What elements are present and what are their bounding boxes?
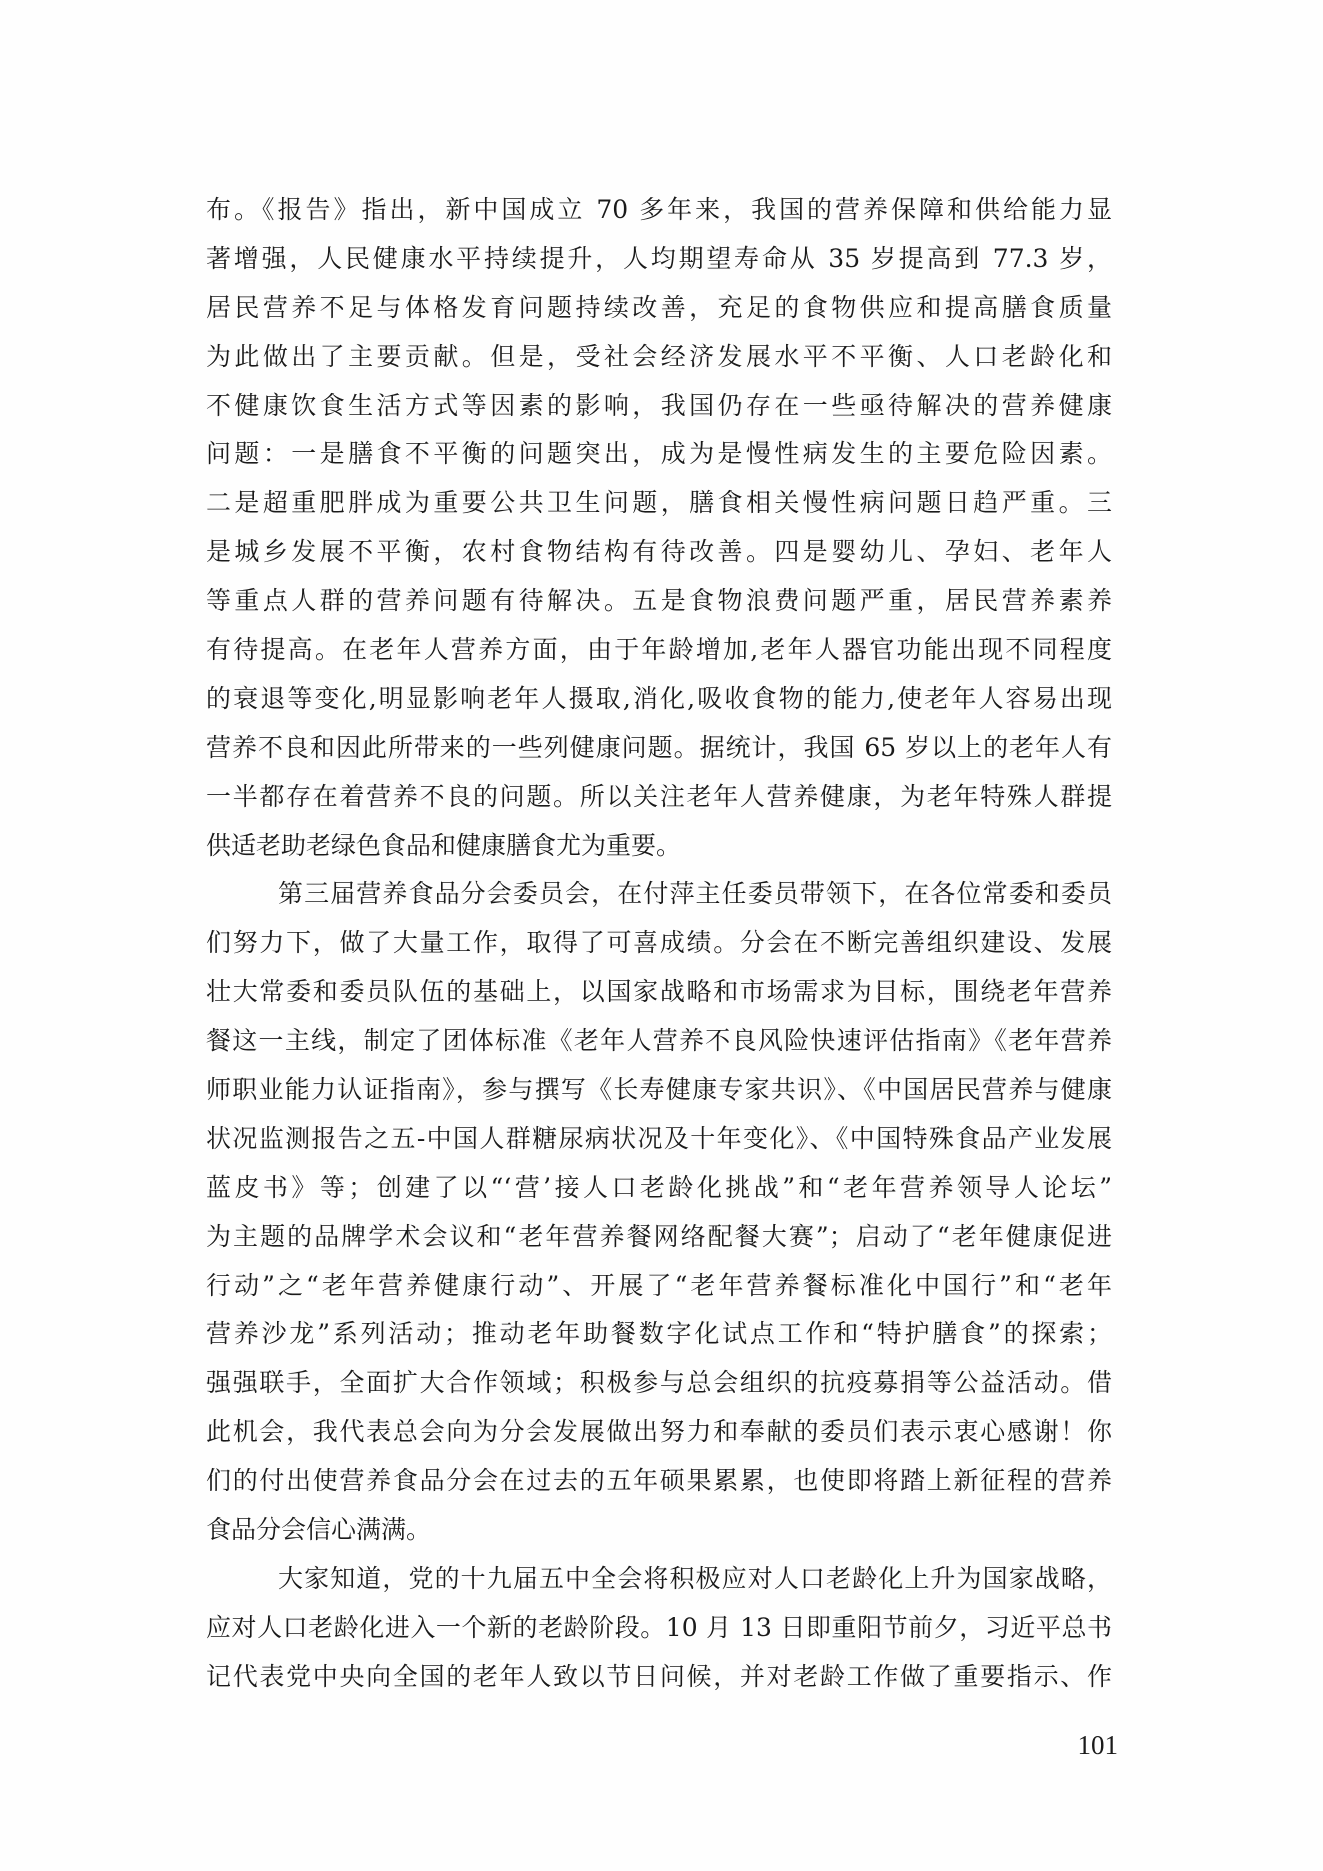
text-line: 布。《报告》指出，新中国成立 70 多年来，我国的营养保障和供给能力显 — [206, 195, 1112, 224]
text-line: 们努力下，做了大量工作，取得了可喜成绩。分会在不断完善组织建设、发展 — [206, 928, 1112, 958]
text-line: 居民营养不足与体格发育问题持续改善，充足的食物供应和提高膳食质量 — [206, 292, 1112, 322]
text-line: 壮大常委和委员队伍的基础上，以国家战略和市场需求为目标，围绕老年营养 — [206, 977, 1112, 1007]
text-line: 为主题的品牌学术会议和“老年营养餐网络配餐大赛”；启动了“老年健康促进 — [206, 1221, 1112, 1251]
text-line: 状况监测报告之五-中国人群糖尿病状况及十年变化》、《中国特殊食品产业发展 — [206, 1123, 1112, 1153]
text-line: 有待提高。在老年人营养方面，由于年龄增加,老年人器官功能出现不同程度 — [206, 635, 1112, 665]
paragraph-2 — [206, 870, 1112, 1554]
text-line: 应对人口老龄化进入一个新的老龄阶段。10 月 13 日即重阳节前夕，习近平总书 — [206, 1612, 1112, 1642]
text-line: 记代表党中央向全国的老年人致以节日问候，并对老龄工作做了重要指示、作 — [206, 1661, 1112, 1691]
text-line: 行动”之“老年营养健康行动”、开展了“老年营养餐标准化中国行”和“老年 — [206, 1270, 1112, 1300]
text-line: 餐这一主线，制定了团体标准《老年人营养不良风险快速评估指南》《老年营养 — [206, 1026, 1112, 1056]
text-line: 等重点人群的营养问题有待解决。五是食物浪费问题严重，居民营养素养 — [206, 586, 1112, 616]
text-line: 们的付出使营养食品分会在过去的五年硕果累累，也使即将踏上新征程的营养 — [206, 1466, 1112, 1496]
paragraph-3 — [206, 1555, 1112, 1702]
body-text — [206, 186, 1112, 1702]
text-line: 食品分会信心满满。 — [206, 1515, 432, 1545]
text-line: 不健康饮食生活方式等因素的影响，我国仍存在一些亟待解决的营养健康 — [206, 390, 1112, 420]
text-line: 此机会，我代表总会向为分会发展做出努力和奉献的委员们表示衷心感谢！你 — [206, 1417, 1112, 1447]
text-line: 著增强，人民健康水平持续提升，人均期望寿命从 35 岁提高到 77.3 岁， — [206, 243, 1112, 273]
text-line: 是城乡发展不平衡，农村食物结构有待改善。四是婴幼儿、孕妇、老年人 — [206, 537, 1112, 567]
paragraph-1 — [206, 186, 1112, 870]
text-line: 强强联手，全面扩大合作领域；积极参与总会组织的抗疫募捐等公益活动。借 — [206, 1368, 1112, 1398]
text-line: 营养沙龙”系列活动；推动老年助餐数字化试点工作和“特护膳食”的探索； — [206, 1319, 1112, 1349]
text-line: 的衰退等变化,明显影响老年人摄取,消化,吸收食物的能力,使老年人容易出现 — [206, 683, 1112, 713]
text-line: 供适老助老绿色食品和健康膳食尤为重要。 — [206, 830, 682, 860]
text-line: 为此做出了主要贡献。但是，受社会经济发展水平不平衡、人口老龄化和 — [206, 341, 1112, 371]
page-number: 101 — [1077, 1730, 1118, 1760]
text-line: 问题：一是膳食不平衡的问题突出，成为是慢性病发生的主要危险因素。 — [206, 439, 1112, 469]
text-line: 一半都存在着营养不良的问题。所以关注老年人营养健康，为老年特殊人群提 — [206, 781, 1112, 811]
text-line: 第三届营养食品分会委员会，在付萍主任委员带领下，在各位常委和委员 — [278, 879, 1112, 909]
text-line: 二是超重肥胖成为重要公共卫生问题，膳食相关慢性病问题日趋严重。三 — [206, 488, 1112, 518]
text-line: 营养不良和因此所带来的一些列健康问题。据统计，我国 65 岁以上的老年人有 — [206, 732, 1112, 762]
text-line: 师职业能力认证指南》，参与撰写《长寿健康专家共识》、《中国居民营养与健康 — [206, 1075, 1112, 1105]
text-line: 蓝皮书》等；创建了以“‘营’接人口老龄化挑战”和“老年营养领导人论坛” — [206, 1172, 1112, 1202]
text-line: 大家知道，党的十九届五中全会将积极应对人口老龄化上升为国家战略， — [278, 1563, 1112, 1593]
